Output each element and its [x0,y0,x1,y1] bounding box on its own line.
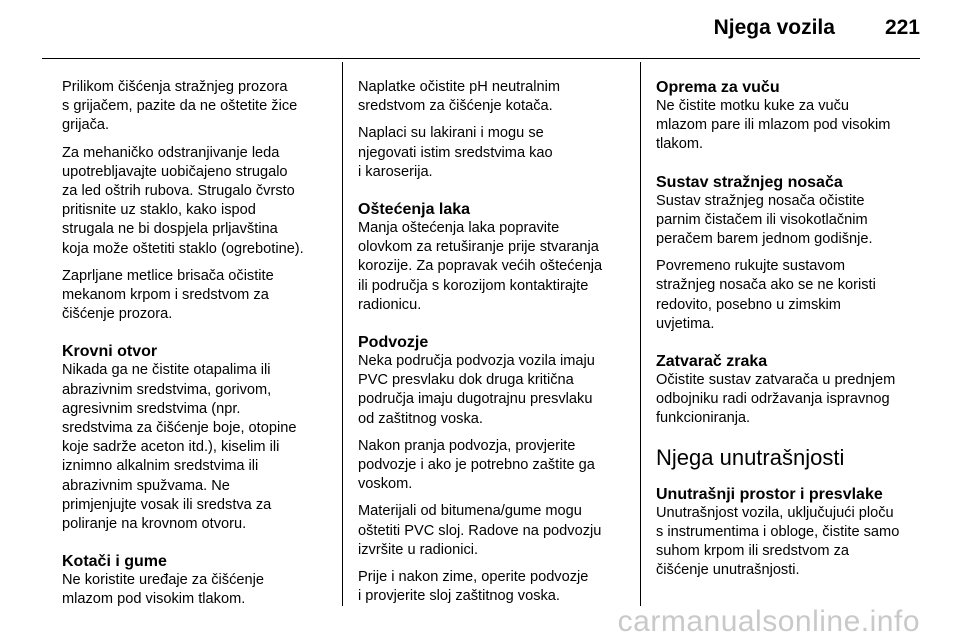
watermark: carmanualsonline.info [617,605,920,638]
heading-towing-equipment: Oprema za vuču [656,79,780,96]
column-divider-2 [640,62,641,606]
paragraph-paint-damage: Manja oštećenja laka popravite olovkom za retuširanje prije stvaranja korozije. Za popravak većih oštećenja ili područja s korozijom kontaktirajte radionicu. [358,220,603,313]
paragraph-rims-lacquered: Naplaci su lakirani i mogu se njegovati istim sredstvima kao i karoserija. [358,125,553,180]
page-header [714,16,920,40]
paragraph-air-shutter: Očistite sustav zatvarača u prednjem odbojniku radi održavanja ispravnog funkcioniranja. [656,372,896,427]
paragraph-sunroof: Nikada ga ne čistite otapalima ili abrazivnim sredstvima, gorivom, agresivnim sredstvima (npr. sredstvima za čišćenje boje, otopine koje sadrže aceton itd.), kiselim ili iznimno alkalnim sredstvima ili abrazivnim spužvama. Ne primjenjujte vosak ili sredstva za poliranje na krovnom otvoru. [62,362,297,533]
paragraph-rims-cleaning: Naplatke očistite pH neutralnim sredstvom za čišćenje kotača. [358,79,560,115]
paragraph-ice-scraper: Za mehaničko odstranjivanje leda upotrebljavajte uobičajeno strugalo za led oštrih rubova. Strugalo čvrsto pritisnite uz staklo, kako ispod strugala ne bi dospjela prljavština koja može oštetiti staklo (ogrebotine). [62,144,304,257]
paragraph-wiper-blades: Zaprljane metlice brisača očistite mekanom krpom i sredstvom za čišćenje prozora. [62,267,274,323]
paragraph-interior-upholstery: Unutrašnjost vozila, uključujući ploču s instrumentima i obloge, čistite samo suhom krpom ili sredstvom za čišćenje unutrašnjosti. [656,504,900,579]
paragraph-underbody-3: Materijali od bitumena/gume mogu oštetiti PVC sloj. Radove na podvozju izvršite u radionici. [358,503,602,558]
column-1 [62,78,330,618]
paragraph-underbody-1: Neka područja podvozja vozila imaju PVC presvlaku dok druga kritična područja imaju dugotrajnu presvlaku od zaštitnog voska. [358,353,595,427]
header-rule [42,58,920,59]
paragraph-underbody-2: Nakon pranja podvozja, provjerite podvozje i ako je potrebno zaštite ga voskom. [358,437,595,493]
paragraph-rear-window: Prilikom čišćenja stražnjeg prozora s grijačem, pazite da ne oštetite žice grijača. [62,79,298,134]
paragraph-towing-equipment: Ne čistite motku kuke za vuču mlazom pare ili mlazom pod visokim tlakom. [656,98,891,153]
paragraph-underbody-4: Prije i nakon zime, operite podvozje i provjerite sloj zaštitnog voska. [358,569,589,605]
paragraph-rear-carrier-1: Sustav stražnjeg nosača očistite parnim čistačem ili visokotlačnim peračem barem jednom godišnje. [656,192,873,248]
heading-air-shutter: Zatvarač zraka [656,353,768,371]
section-title: Njega vozila [713,16,835,39]
column-3 [656,78,924,588]
heading-rear-carrier: Sustav stražnjeg nosača [656,173,843,191]
column-2 [358,78,626,614]
page-number: 221 [884,16,920,39]
heading-underbody: Podvozje [358,334,429,352]
heading-interior-care: Njega unutrašnjosti [656,444,845,470]
column-divider-1 [342,62,343,606]
heading-sunroof: Krovni otvor [62,343,158,361]
paragraph-wheels-tyres: Ne koristite uređaje za čišćenje mlazom pod visokim tlakom. [62,572,264,608]
heading-paint-damage: Oštećenja laka [358,201,471,219]
heading-wheels-tyres: Kotači i gume [62,553,167,571]
paragraph-rear-carrier-2: Povremeno rukujte sustavom stražnjeg nosača ako se ne koristi redovito, posebno u zimskim uvjetima. [656,258,876,332]
heading-interior-upholstery: Unutrašnji prostor i presvlake [656,485,883,503]
